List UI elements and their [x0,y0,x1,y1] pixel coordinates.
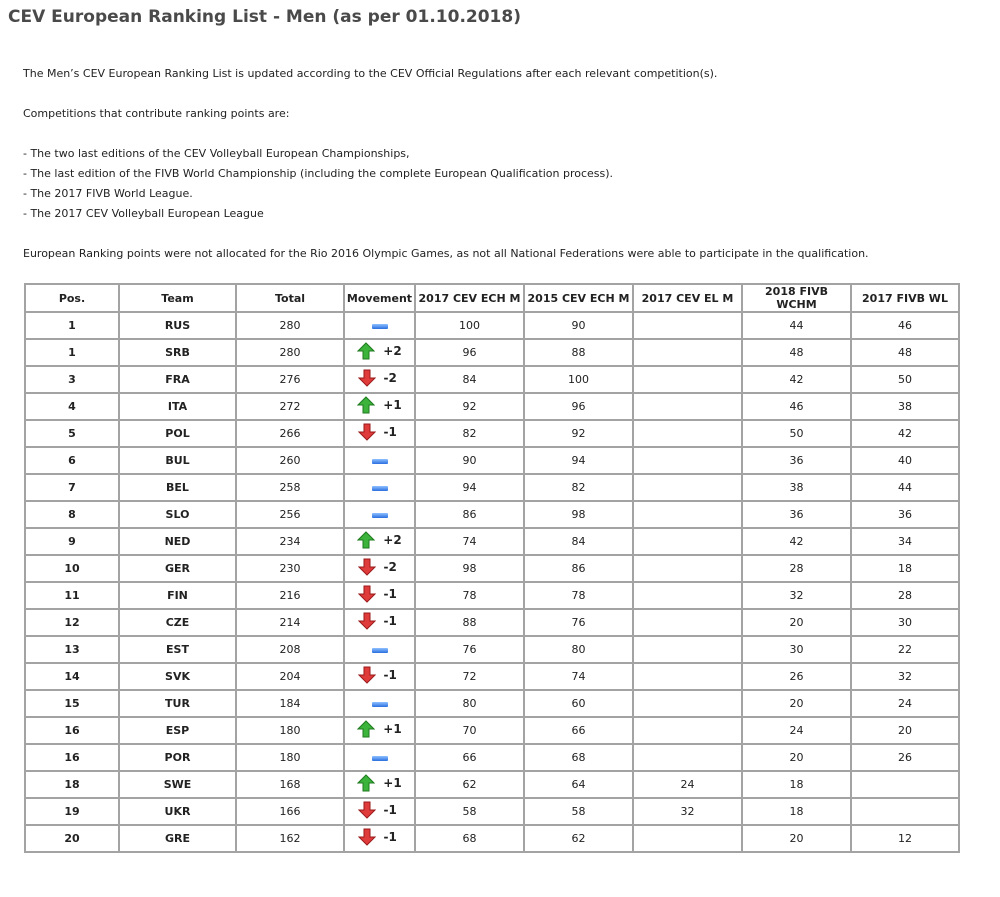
team-cell: SVK [119,663,236,690]
pos-cell: 4 [25,393,119,420]
ech17-cell: 90 [415,447,524,474]
wl17-cell: 44 [851,474,959,501]
intro-paragraph-1: The Men’s CEV European Ranking List is updated according to the CEV Official Regulations after each relevant competition(s). [23,67,718,80]
ech17-cell: 92 [415,393,524,420]
el17-cell [633,825,742,852]
team-cell: BEL [119,474,236,501]
arrow-up-icon [357,720,375,738]
arrow-down-icon [358,423,376,441]
total-cell: 162 [236,825,344,852]
el17-cell: 32 [633,798,742,825]
team-cell: SWE [119,771,236,798]
table-row [25,393,959,420]
movement-cell [344,528,415,555]
header-movement: Movement [344,284,415,312]
total-cell: 256 [236,501,344,528]
el17-cell [633,663,742,690]
header-team: Team [119,284,236,312]
wch18-cell: 46 [742,393,851,420]
movement-value: -1 [383,803,397,817]
movement-value: +2 [383,344,402,358]
el17-cell [633,717,742,744]
no-change-icon [372,324,388,329]
movement-cell [344,420,415,447]
el17-cell [633,312,742,339]
wl17-cell: 24 [851,690,959,717]
ech15-cell: 88 [524,339,633,366]
competition-item: - The 2017 FIVB World League. [23,187,193,200]
total-cell: 266 [236,420,344,447]
pos-cell: 19 [25,798,119,825]
team-cell: SRB [119,339,236,366]
movement-cell [344,609,415,636]
team-cell: BUL [119,447,236,474]
wch18-cell: 18 [742,771,851,798]
el17-cell [633,609,742,636]
no-change-icon [372,756,388,761]
ech15-cell: 86 [524,555,633,582]
movement-cell [344,312,415,339]
ech17-cell: 86 [415,501,524,528]
movement-cell [344,798,415,825]
ech17-cell: 88 [415,609,524,636]
ech15-cell: 98 [524,501,633,528]
movement-value: -2 [383,371,397,385]
table-row [25,501,959,528]
el17-cell [633,339,742,366]
ech17-cell: 66 [415,744,524,771]
el17-cell [633,555,742,582]
table-row [25,690,959,717]
ech17-cell: 80 [415,690,524,717]
wch18-cell: 20 [742,690,851,717]
wl17-cell: 40 [851,447,959,474]
wch18-cell: 42 [742,528,851,555]
el17-cell [633,636,742,663]
wl17-cell: 20 [851,717,959,744]
total-cell: 272 [236,393,344,420]
total-cell: 166 [236,798,344,825]
movement-value: +1 [383,776,402,790]
competition-item: - The 2017 CEV Volleyball European League [23,207,264,220]
wl17-cell: 34 [851,528,959,555]
movement-cell [344,636,415,663]
wch18-cell: 42 [742,366,851,393]
pos-cell: 16 [25,717,119,744]
wch18-cell: 24 [742,717,851,744]
movement-cell [344,366,415,393]
pos-cell: 5 [25,420,119,447]
team-cell: RUS [119,312,236,339]
el17-cell [633,528,742,555]
pos-cell: 12 [25,609,119,636]
team-cell: SLO [119,501,236,528]
team-cell: UKR [119,798,236,825]
team-cell: GER [119,555,236,582]
total-cell: 280 [236,339,344,366]
wl17-cell: 50 [851,366,959,393]
wch18-cell: 20 [742,609,851,636]
table-header-row [25,284,959,312]
pos-cell: 6 [25,447,119,474]
pos-cell: 3 [25,366,119,393]
arrow-down-icon [358,612,376,630]
arrow-down-icon [358,369,376,387]
wch18-cell: 36 [742,447,851,474]
ech15-cell: 66 [524,717,633,744]
team-cell: GRE [119,825,236,852]
header-pos: Pos. [25,284,119,312]
movement-cell [344,555,415,582]
wch18-cell: 32 [742,582,851,609]
wl17-cell: 26 [851,744,959,771]
intro-paragraph-2: Competitions that contribute ranking points are: [23,107,290,120]
table-row [25,771,959,798]
ech17-cell: 84 [415,366,524,393]
arrow-up-icon [357,774,375,792]
ech15-cell: 84 [524,528,633,555]
ech17-cell: 82 [415,420,524,447]
total-cell: 276 [236,366,344,393]
table-row [25,528,959,555]
wl17-cell: 48 [851,339,959,366]
no-change-icon [372,648,388,653]
wl17-cell [851,771,959,798]
no-change-icon [372,486,388,491]
header-2017-fivb-wl: 2017 FIVB WL [851,284,959,312]
header-2015-cev-ech-m: 2015 CEV ECH M [524,284,633,312]
total-cell: 214 [236,609,344,636]
no-change-icon [372,459,388,464]
movement-value: -1 [383,830,397,844]
movement-value: -1 [383,614,397,628]
table-row [25,312,959,339]
pos-cell: 14 [25,663,119,690]
wch18-cell: 20 [742,744,851,771]
ech15-cell: 62 [524,825,633,852]
ech15-cell: 64 [524,771,633,798]
ech15-cell: 74 [524,663,633,690]
wch18-cell: 38 [742,474,851,501]
ranking-table [24,283,960,853]
arrow-up-icon [357,396,375,414]
movement-cell [344,474,415,501]
ech17-cell: 72 [415,663,524,690]
table-row [25,474,959,501]
wl17-cell: 12 [851,825,959,852]
table-row [25,609,959,636]
ech17-cell: 94 [415,474,524,501]
pos-cell: 8 [25,501,119,528]
total-cell: 280 [236,312,344,339]
movement-cell [344,690,415,717]
header-2017-cev-el-m: 2017 CEV EL M [633,284,742,312]
movement-cell [344,393,415,420]
table-row [25,717,959,744]
el17-cell [633,447,742,474]
wl17-cell: 30 [851,609,959,636]
competition-item: - The two last editions of the CEV Volleyball European Championships, [23,147,410,160]
ech17-cell: 98 [415,555,524,582]
table-row [25,798,959,825]
ech15-cell: 96 [524,393,633,420]
movement-value: -2 [383,560,397,574]
ech17-cell: 100 [415,312,524,339]
pos-cell: 9 [25,528,119,555]
pos-cell: 1 [25,312,119,339]
ech15-cell: 58 [524,798,633,825]
el17-cell [633,690,742,717]
pos-cell: 10 [25,555,119,582]
total-cell: 180 [236,744,344,771]
ech17-cell: 68 [415,825,524,852]
total-cell: 168 [236,771,344,798]
total-cell: 208 [236,636,344,663]
movement-value: +2 [383,533,402,547]
ech15-cell: 80 [524,636,633,663]
arrow-up-icon [357,531,375,549]
arrow-up-icon [357,342,375,360]
ech17-cell: 74 [415,528,524,555]
team-cell: TUR [119,690,236,717]
table-row [25,663,959,690]
wl17-cell [851,798,959,825]
wl17-cell: 22 [851,636,959,663]
table-row [25,744,959,771]
total-cell: 234 [236,528,344,555]
competition-item: - The last edition of the FIVB World Championship (including the complete European Qualification process). [23,167,614,180]
ech15-cell: 82 [524,474,633,501]
ech15-cell: 78 [524,582,633,609]
table-row [25,582,959,609]
table-row [25,447,959,474]
arrow-down-icon [358,666,376,684]
el17-cell [633,420,742,447]
table-row [25,555,959,582]
movement-cell [344,744,415,771]
ech17-cell: 96 [415,339,524,366]
ech17-cell: 70 [415,717,524,744]
movement-cell [344,501,415,528]
table-row [25,420,959,447]
pos-cell: 15 [25,690,119,717]
pos-cell: 7 [25,474,119,501]
ech15-cell: 100 [524,366,633,393]
ech17-cell: 78 [415,582,524,609]
ech15-cell: 90 [524,312,633,339]
pos-cell: 20 [25,825,119,852]
total-cell: 180 [236,717,344,744]
wl17-cell: 42 [851,420,959,447]
page-title: CEV European Ranking List - Men (as per 01.10.2018) [8,7,521,27]
movement-value: +1 [383,398,402,412]
team-cell: FRA [119,366,236,393]
el17-cell [633,501,742,528]
team-cell: POL [119,420,236,447]
pos-cell: 16 [25,744,119,771]
total-cell: 216 [236,582,344,609]
wl17-cell: 46 [851,312,959,339]
total-cell: 258 [236,474,344,501]
pos-cell: 1 [25,339,119,366]
no-change-icon [372,513,388,518]
total-cell: 184 [236,690,344,717]
team-cell: EST [119,636,236,663]
movement-cell [344,582,415,609]
pos-cell: 13 [25,636,119,663]
ech17-cell: 58 [415,798,524,825]
wch18-cell: 20 [742,825,851,852]
header-total: Total [236,284,344,312]
movement-cell [344,663,415,690]
intro-text [23,64,983,264]
movement-cell [344,717,415,744]
arrow-down-icon [358,558,376,576]
pos-cell: 11 [25,582,119,609]
ech15-cell: 68 [524,744,633,771]
wch18-cell: 26 [742,663,851,690]
wch18-cell: 48 [742,339,851,366]
el17-cell [633,366,742,393]
movement-cell [344,447,415,474]
wch18-cell: 44 [742,312,851,339]
team-cell: ITA [119,393,236,420]
ech17-cell: 76 [415,636,524,663]
movement-value: -1 [383,425,397,439]
el17-cell [633,582,742,609]
header-2017-cev-ech-m: 2017 CEV ECH M [415,284,524,312]
arrow-down-icon [358,828,376,846]
el17-cell [633,474,742,501]
pos-cell: 18 [25,771,119,798]
movement-cell [344,339,415,366]
table-row [25,636,959,663]
wl17-cell: 32 [851,663,959,690]
table-row [25,339,959,366]
movement-value: -1 [383,668,397,682]
ech15-cell: 92 [524,420,633,447]
total-cell: 204 [236,663,344,690]
wl17-cell: 38 [851,393,959,420]
arrow-down-icon [358,585,376,603]
wch18-cell: 50 [742,420,851,447]
team-cell: ESP [119,717,236,744]
wl17-cell: 28 [851,582,959,609]
arrow-down-icon [358,801,376,819]
team-cell: CZE [119,609,236,636]
team-cell: POR [119,744,236,771]
table-row [25,366,959,393]
el17-cell: 24 [633,771,742,798]
header-2018-fivb-wchm: 2018 FIVB WCHM [742,284,851,312]
el17-cell [633,393,742,420]
wch18-cell: 30 [742,636,851,663]
movement-value: +1 [383,722,402,736]
wl17-cell: 18 [851,555,959,582]
wch18-cell: 28 [742,555,851,582]
ech15-cell: 94 [524,447,633,474]
wch18-cell: 18 [742,798,851,825]
ech15-cell: 60 [524,690,633,717]
total-cell: 260 [236,447,344,474]
el17-cell [633,744,742,771]
no-change-icon [372,702,388,707]
movement-cell [344,825,415,852]
movement-cell [344,771,415,798]
team-cell: NED [119,528,236,555]
total-cell: 230 [236,555,344,582]
ech17-cell: 62 [415,771,524,798]
wl17-cell: 36 [851,501,959,528]
table-row [25,825,959,852]
intro-paragraph-3: European Ranking points were not allocated for the Rio 2016 Olympic Games, as not all National Federations were able to participate in the qualification. [23,247,869,260]
ech15-cell: 76 [524,609,633,636]
wch18-cell: 36 [742,501,851,528]
team-cell: FIN [119,582,236,609]
movement-value: -1 [383,587,397,601]
